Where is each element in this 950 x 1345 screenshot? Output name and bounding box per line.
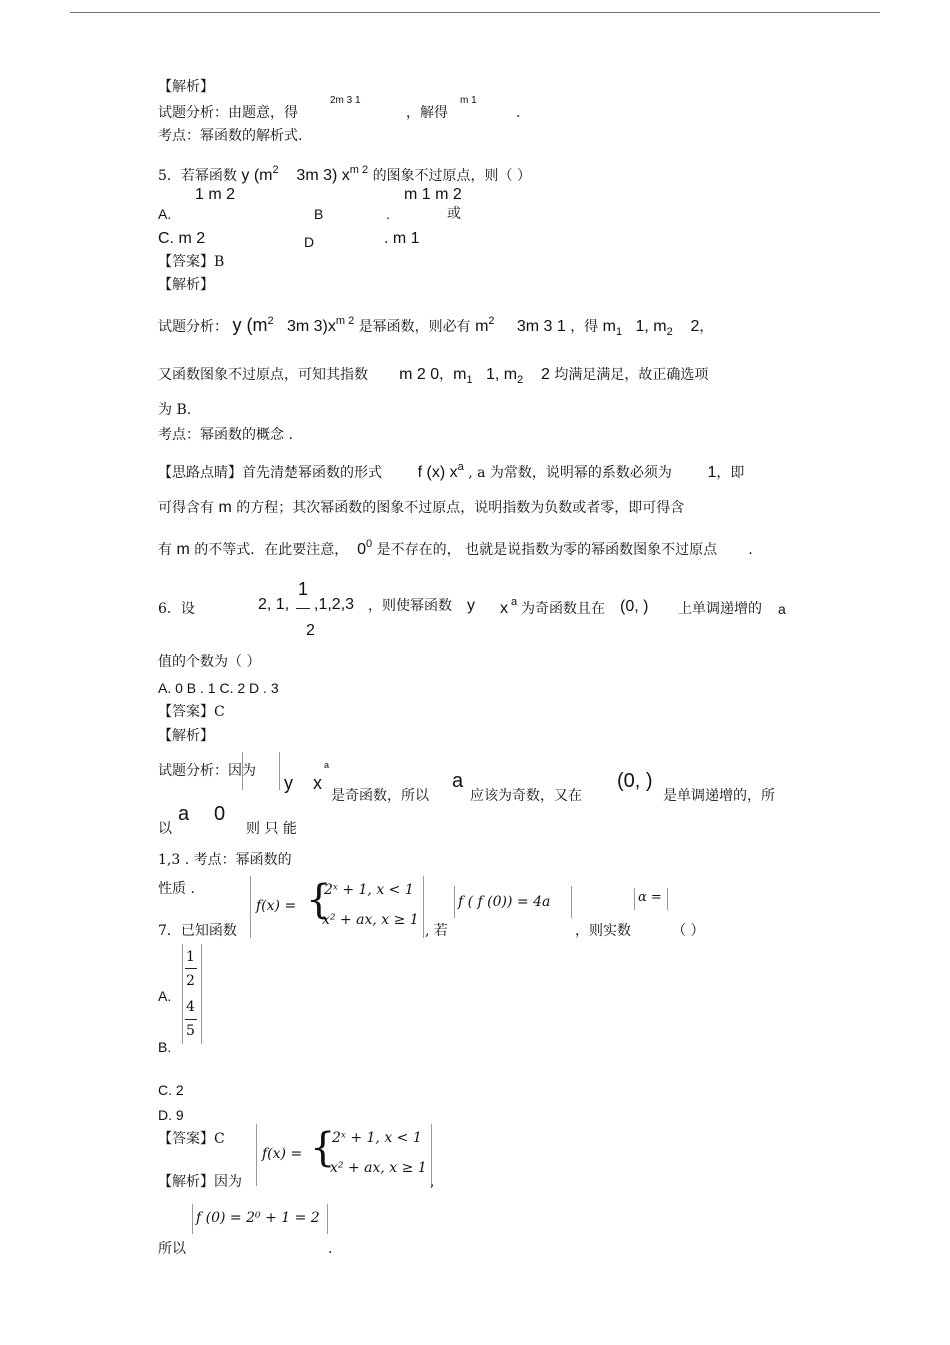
q4-equation: 2m 3 1 bbox=[330, 95, 361, 106]
q5-a1-sub2: 2 bbox=[666, 326, 673, 338]
q5-a1-text3: ，得 bbox=[570, 319, 599, 335]
q5-a1-math-f: 1, m bbox=[635, 318, 667, 335]
q5-a2-math-b: m bbox=[453, 366, 467, 383]
q7-analysis-heading: 【解析】因为 bbox=[158, 1174, 242, 1190]
q5-formula-a: y (m bbox=[241, 167, 273, 184]
q6-analysis-sup-a: a bbox=[324, 760, 330, 770]
q5-tip3-text-a: 有 bbox=[158, 542, 172, 558]
q5-option-c: C. m 2 bbox=[158, 230, 206, 247]
q6-stem-c: 为奇函数且在 bbox=[521, 601, 605, 617]
q5-tip2-text-b: 的方程；其次幂函数的图象不过原点，说明指数为负数或者零，即可得含 bbox=[236, 500, 685, 516]
q6-analysis-text5: 以 bbox=[158, 821, 172, 837]
q6-set-b: ,1,2,3 bbox=[314, 596, 355, 613]
q5-a2-comma: ， bbox=[439, 367, 454, 383]
q5-a1-math-g: 2 bbox=[690, 318, 700, 335]
q6-sup-a: a bbox=[511, 596, 518, 608]
q7-piece2: x² + ax, x ≥ 1 bbox=[322, 912, 419, 928]
q4-solution: m 1 bbox=[460, 95, 477, 106]
q6-analysis-text4: 是单调递增的，所 bbox=[663, 788, 775, 804]
q5-option-d-value: . m 1 bbox=[384, 230, 420, 247]
q7-suoyi-dot: . bbox=[328, 1241, 333, 1257]
q5-tip3-text-b: 的不等式．在此要注意， bbox=[194, 542, 349, 558]
q5-a1-text: 试题分析： bbox=[158, 319, 228, 335]
q5-a1-comma: ， bbox=[699, 319, 714, 335]
q6-analysis-text1: 试题分析：因为 bbox=[158, 763, 256, 779]
header-rule bbox=[70, 12, 880, 13]
q7-alpha: α = bbox=[638, 890, 662, 905]
q7-piece1: 2ˣ + 1, x < 1 bbox=[324, 882, 414, 898]
q7-opt-a-fraction-bar bbox=[185, 968, 197, 969]
q5-stem-tail: 的图象不过原点，则（ ） bbox=[372, 168, 532, 184]
q5-or: 或 bbox=[447, 206, 461, 222]
q5-sup-2: 2 bbox=[272, 164, 279, 176]
q7-brace: { bbox=[306, 877, 332, 923]
q6-analysis-x: x bbox=[313, 773, 322, 793]
q5-tip-line2 bbox=[158, 499, 684, 517]
q7-stem-c: ，则实数 bbox=[575, 923, 631, 939]
q5-tip3-sup0: 0 bbox=[366, 538, 373, 550]
q6-frac-den: 2 bbox=[306, 622, 315, 639]
q6-stem2: 值的个数为（ ） bbox=[158, 654, 261, 670]
q5-analysis-line3: 为 B. bbox=[158, 402, 192, 418]
q5-tip-formula: f (x) x bbox=[417, 464, 458, 481]
q5-option-a: A. bbox=[158, 206, 172, 222]
q6-analysis-y: y bbox=[284, 773, 293, 793]
q7-stem-b: , 若 bbox=[425, 923, 448, 939]
q6-set-a: 2, 1, bbox=[258, 596, 290, 613]
q5-tip3-text-c: 是不存在的， 也就是说指数为零的幂函数图象不过原点 bbox=[376, 542, 718, 558]
q6-analysis-text3: 应该为奇数，又在 bbox=[470, 788, 582, 804]
q5-tip2-m: m bbox=[218, 499, 232, 516]
q5-a2-sub1: 1 bbox=[466, 374, 473, 386]
q5-tip3-zero: 0 bbox=[357, 541, 367, 558]
q5-a1-sub1: 1 bbox=[615, 326, 623, 338]
q7-f-label: f(x) = bbox=[256, 898, 297, 914]
q6-analysis-text8: 性质 . bbox=[158, 881, 195, 897]
q5-analysis-line2 bbox=[158, 366, 708, 385]
q5-tip2-text-a: 可得含有 bbox=[158, 500, 214, 516]
q6-analysis-a3: a bbox=[178, 803, 190, 825]
q6-options: A. 0 B . 1 C. 2 D . 3 bbox=[158, 680, 279, 696]
q7-paren: （ ） bbox=[672, 923, 705, 939]
q7-opt-a-den: 2 bbox=[186, 973, 195, 989]
q7-condition: f ( f (0)) = 4a bbox=[458, 894, 551, 910]
q7-analysis-brace: { bbox=[310, 1125, 336, 1171]
q6-frac-bar: — bbox=[296, 599, 310, 615]
q7-option-b: B. bbox=[158, 1039, 172, 1055]
q5-a2-math-c: 1, m bbox=[485, 366, 518, 383]
q6-analysis-zero: 0 bbox=[214, 803, 226, 825]
q7-analysis-piece2: x² + ax, x ≥ 1 bbox=[330, 1160, 427, 1176]
q5-a1-sup-m2: m 2 bbox=[335, 315, 355, 327]
q5-a1-sup2b: 2 bbox=[488, 315, 495, 327]
q7-analysis-comma: , bbox=[430, 1174, 435, 1190]
analysis-heading: 【解析】 bbox=[158, 79, 214, 95]
q5-a1-math-c: m bbox=[475, 318, 489, 335]
q5-tip-line1 bbox=[158, 461, 745, 483]
q5-tip-text-a: 【思路点睛】首先清楚幂函数的形式 bbox=[158, 465, 382, 481]
q6-analysis-text2: 是奇函数，所以 bbox=[331, 788, 429, 804]
q7-opt-a-num: 1 bbox=[186, 949, 195, 965]
q5-analysis-line1 bbox=[158, 316, 713, 337]
q7-suoyi: 所以 bbox=[158, 1241, 186, 1257]
q5-a2-math-a: m 2 0 bbox=[399, 366, 440, 383]
q5-tip-line3 bbox=[158, 538, 753, 560]
q5-sup-m2: m 2 bbox=[349, 164, 369, 176]
q5-option-b: B bbox=[314, 206, 324, 222]
q5-tip-text-b: , a 为常数，说明幂的系数必须为 bbox=[468, 465, 672, 481]
q6-x: x bbox=[500, 600, 508, 617]
q5-a1-math-d: 3m 3 1 bbox=[516, 318, 566, 335]
q7-stem: 7．已知函数 bbox=[158, 923, 237, 939]
q7-analysis-piece1: 2ˣ + 1, x < 1 bbox=[332, 1130, 422, 1146]
q5-kaodian: 考点：幂函数的概念 . bbox=[158, 427, 293, 443]
q7-answer: 【答案】C bbox=[158, 1131, 225, 1147]
q6-y: y bbox=[467, 597, 475, 614]
q4-analysis-text: 试题分析：由题意，得 bbox=[158, 105, 298, 121]
q5-a1-math-b: 3m 3)x bbox=[286, 318, 336, 335]
q5-a2-text2: 均满足满足，故正确选项 bbox=[554, 367, 709, 383]
q6-analysis-text6: 则 只 能 bbox=[246, 821, 297, 837]
q6-label: 6．设 bbox=[158, 601, 195, 617]
q6-stem-d: 上单调递增的 bbox=[678, 601, 762, 617]
q6-frac-num: 1 bbox=[298, 579, 309, 599]
q5-formula-b: 3m 3) x bbox=[296, 167, 350, 184]
q5-stem bbox=[158, 164, 532, 186]
q5-tip3-dot: . bbox=[748, 542, 753, 558]
q7-opt-b-den: 5 bbox=[186, 1023, 195, 1039]
q5-tip-one: 1 bbox=[707, 464, 717, 481]
q7-opt-b-num: 4 bbox=[186, 999, 195, 1015]
q7-opt-b-fraction-bar bbox=[185, 1019, 197, 1020]
q4-dot: . bbox=[516, 105, 521, 121]
q7-option-a: A. bbox=[158, 988, 172, 1004]
q5-tip3-m: m bbox=[176, 541, 190, 558]
q5-answer: 【答案】B bbox=[158, 254, 225, 270]
q5-a1-sup2: 2 bbox=[267, 315, 274, 327]
q4-kaodian: 考点：幂函数的解析式. bbox=[158, 128, 303, 144]
q5-tip-text-c: ，即 bbox=[716, 465, 745, 481]
q7-option-c: C. 2 bbox=[158, 1082, 184, 1098]
q5-a2-sub2: 2 bbox=[517, 374, 524, 386]
q6-analysis-heading: 【解析】 bbox=[158, 728, 214, 744]
q6-analysis-text7: 1,3 . 考点：幂函数的 bbox=[158, 852, 292, 868]
q5-analysis-heading: 【解析】 bbox=[158, 277, 214, 293]
q5-a1-text2: 是幂函数，则必有 bbox=[358, 319, 471, 335]
q5-a1-math-e: m bbox=[602, 318, 616, 335]
q5-a2-text: 又函数图象不过原点，可知其指数 bbox=[158, 367, 368, 383]
q6-formula-box bbox=[242, 752, 280, 790]
q5-option-b-range: m 1 m 2 bbox=[404, 186, 462, 203]
q5-option-d: D bbox=[304, 234, 315, 250]
q4-solve-text: ，解得 bbox=[406, 105, 448, 121]
q5-option-b-dot: . bbox=[386, 206, 390, 222]
q5-a1-math-a: y (m bbox=[232, 315, 268, 335]
q6-analysis-interval: (0, ) bbox=[617, 770, 653, 792]
q6-analysis-a: a bbox=[452, 770, 464, 792]
q7-f0: f (0) = 2⁰ + 1 = 2 bbox=[196, 1210, 320, 1226]
q6-a: a bbox=[778, 601, 786, 617]
q5-stem-text: 5．若幂函数 bbox=[158, 168, 237, 184]
q5-option-a-range: 1 m 2 bbox=[195, 186, 236, 203]
q5-a2-math-d: 2 bbox=[541, 366, 550, 383]
q6-interval: (0, ) bbox=[620, 598, 649, 615]
q6-answer: 【答案】C bbox=[158, 704, 225, 720]
q7-analysis-f-label: f(x) = bbox=[262, 1146, 303, 1162]
q7-option-d: D. 9 bbox=[158, 1107, 184, 1123]
q6-stem-b: ，则使幂函数 bbox=[368, 598, 452, 614]
q5-tip-sup: a bbox=[457, 461, 464, 473]
